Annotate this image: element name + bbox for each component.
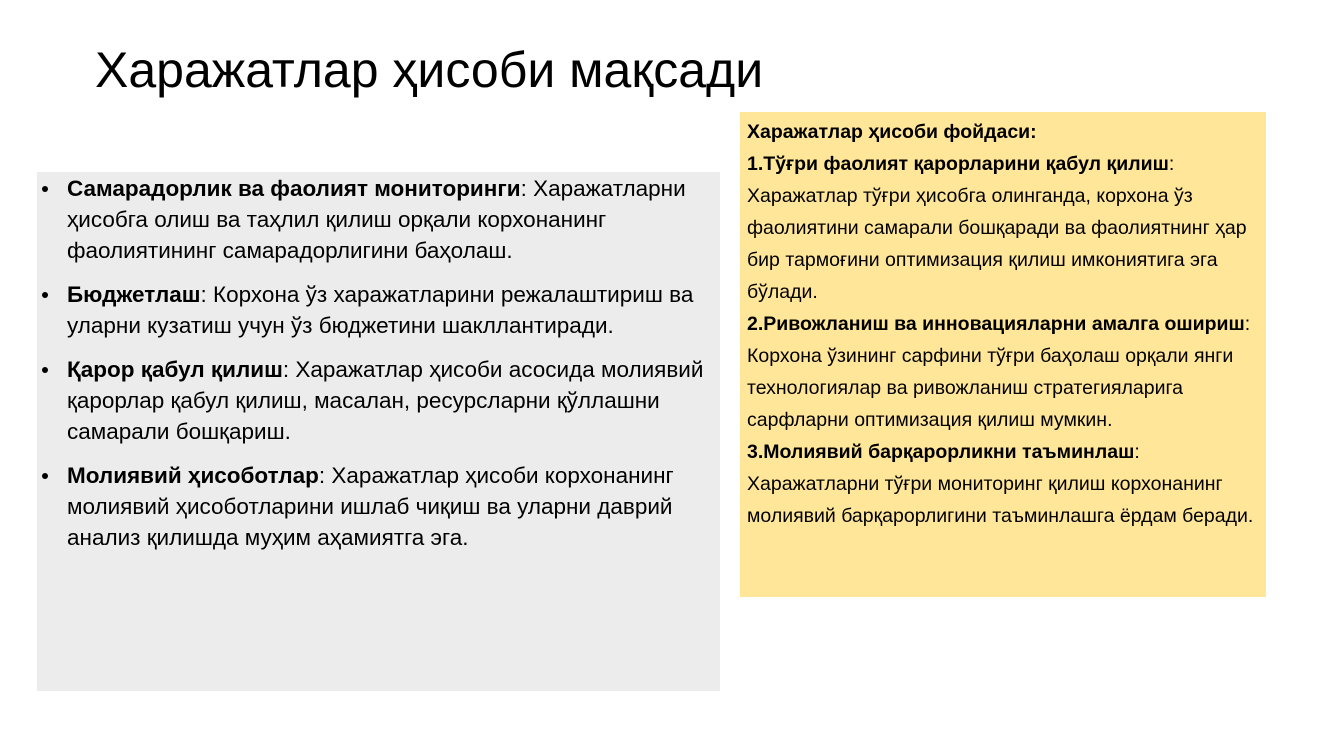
goal-item — [37, 279, 712, 341]
benefit-term: 1.Тўғри фаолият қарорларини қабул қилиш — [747, 153, 1169, 175]
goal-separator: : — [520, 176, 527, 201]
benefit-separator: : — [1244, 313, 1251, 335]
goal-separator: : — [200, 282, 207, 307]
bullet-dot-icon — [42, 186, 48, 192]
benefit-text: Харажатлар тўғри ҳисобга олинганда, корхона ўз фаолиятини самарали бошқаради ва фаолиятнинг ҳар бир тармоғини оптимизация қилиш имкониятига эга бўлади. — [747, 185, 1247, 303]
goal-text: Харажатларни ҳисобга олиш ва таҳлил қилиш орқали корхонанинг фаолиятининг самарадорлигини баҳолаш. — [67, 176, 686, 263]
goal-text: Харажатлар ҳисоби корхонанинг молиявий ҳисоботларини ишлаб чиқиш ва уларни даврий анализ қилишда муҳим аҳамиятга эга. — [67, 463, 674, 550]
goals-list — [37, 173, 712, 553]
benefit-text: Корхона ўзининг сарфини тўғри баҳолаш орқали янги технологиялар ва ривожланиш стратегияларига сарфларни оптимизация қилиш мумкин. — [747, 345, 1234, 431]
benefit-text: Харажатларни тўғри мониторинг қилиш корхонанинг молиявий барқарорлигини таъминлашга ёрдам беради. — [747, 473, 1254, 527]
goal-item — [37, 354, 712, 447]
bullet-dot-icon — [42, 473, 48, 479]
goal-item — [37, 460, 712, 553]
benefit-point — [747, 308, 1260, 436]
benefits-heading: Харажатлар ҳисоби фойдаси: — [747, 121, 1037, 143]
goal-term: Самарадорлик ва фаолият мониторинги — [67, 176, 521, 201]
benefit-term: 2.Ривожланиш ва инновацияларни амалга ошириш — [747, 313, 1245, 335]
goal-term: Қарор қабул қилиш — [67, 357, 283, 382]
goal-text: Корхона ўз харажатларини режалаштириш ва уларни кузатиш учун ўз бюджетини шакллантиради. — [67, 282, 694, 338]
benefit-point — [747, 148, 1260, 308]
bullet-dot-icon — [42, 292, 48, 298]
bullet-dot-icon — [42, 367, 48, 373]
benefit-separator: : — [1168, 153, 1175, 175]
goal-text: Харажатлар ҳисоби асосида молиявий қарорлар қабул қилиш, масалан, ресурсларни қўллашни самарали бошқариш. — [67, 357, 704, 444]
benefit-point — [747, 436, 1260, 532]
goal-item — [37, 173, 712, 266]
goal-term: Молиявий ҳисоботлар — [67, 463, 319, 488]
benefits-panel — [740, 112, 1266, 597]
goal-separator: : — [282, 357, 290, 382]
slide-title: Харажатлар ҳисоби мақсади — [95, 42, 764, 98]
goals-panel — [37, 172, 720, 691]
benefit-separator: : — [1134, 441, 1140, 463]
goal-term: Бюджетлаш — [67, 282, 201, 307]
benefit-term: 3.Молиявий барқарорликни таъминлаш — [747, 441, 1135, 463]
goal-separator: : — [318, 463, 326, 488]
